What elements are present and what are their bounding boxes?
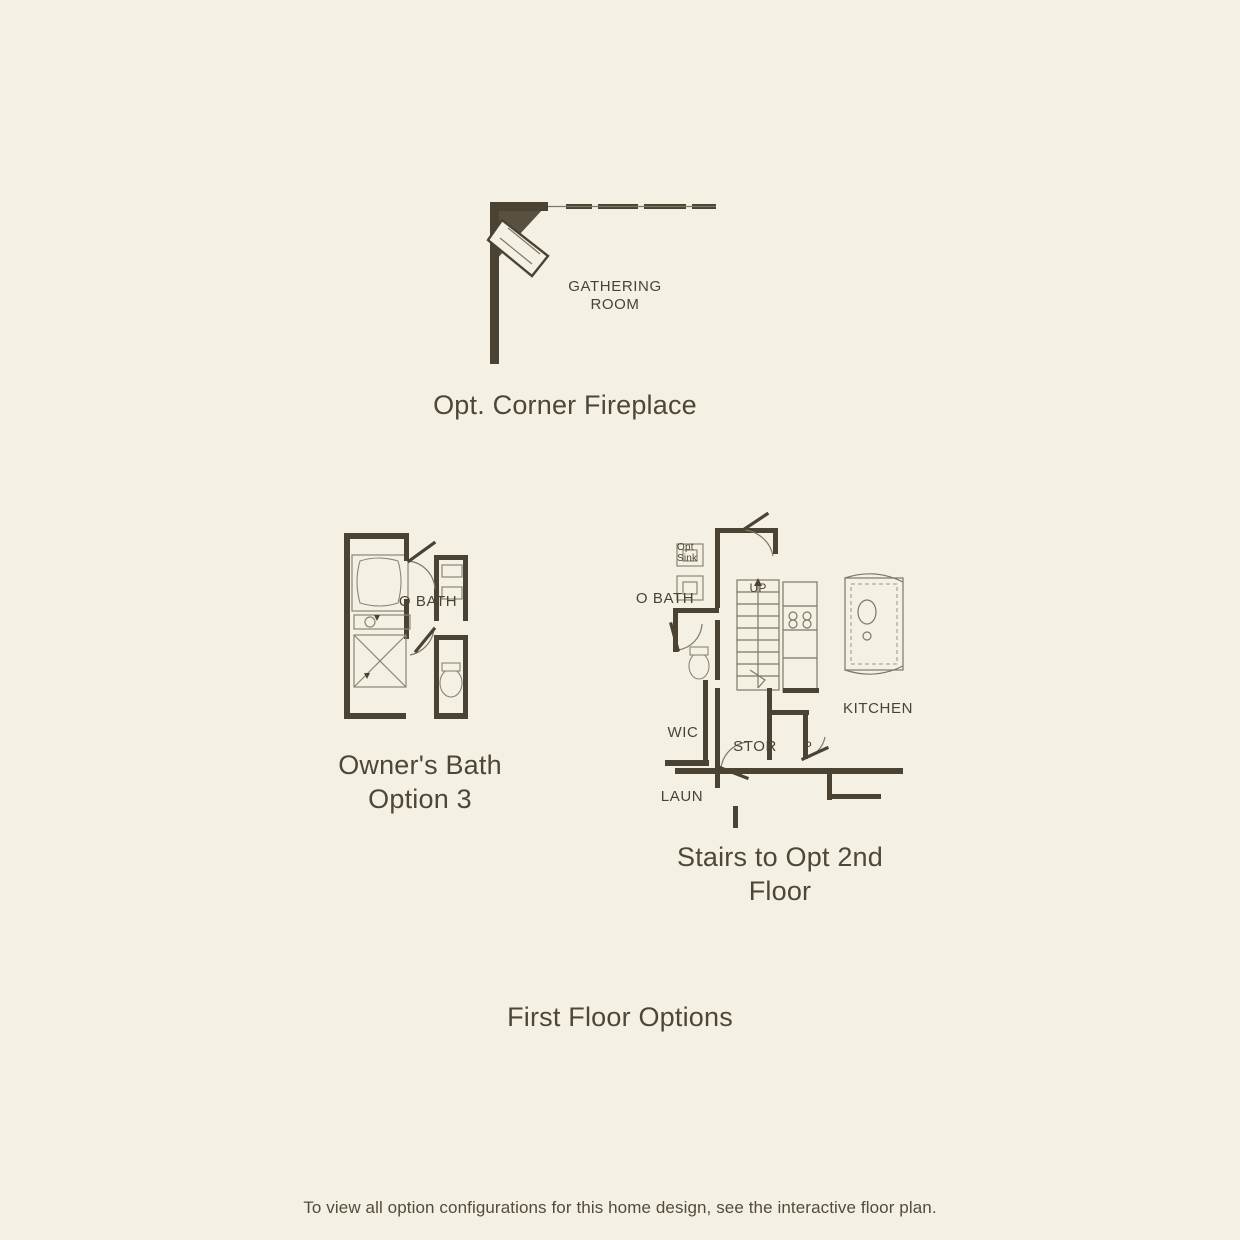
option-title-stairs: Stairs to Opt 2nd Floor xyxy=(676,842,883,906)
stairs-opt-2nd-floor-plan xyxy=(635,520,925,820)
owners-bath-plan xyxy=(330,525,520,735)
o-bath-label: O BATH xyxy=(635,590,695,607)
up-label: UP xyxy=(749,581,767,595)
kitchen-label: KITCHEN xyxy=(842,700,914,717)
corner-fireplace-plan xyxy=(470,190,740,380)
kitchen-island xyxy=(845,574,903,674)
option-title-corner-fireplace: Opt. Corner Fireplace xyxy=(433,390,697,420)
laundry-label: LAUN xyxy=(660,788,704,805)
stor-label: STOR xyxy=(733,738,777,755)
opt-sink-label: Opt Sink xyxy=(677,542,698,564)
gathering-room-label: GATHERING ROOM xyxy=(568,278,662,313)
option-title-owners-bath: Owner's Bath Option 3 xyxy=(338,750,502,814)
pantry-label: P xyxy=(803,739,813,753)
owners-bath-label: O BATH xyxy=(398,593,458,610)
wic-label: WIC xyxy=(667,724,699,741)
section-title: First Floor Options xyxy=(507,1002,733,1032)
footer-note: To view all option configurations for this home design, see the interactive floor plan. xyxy=(303,1198,937,1217)
